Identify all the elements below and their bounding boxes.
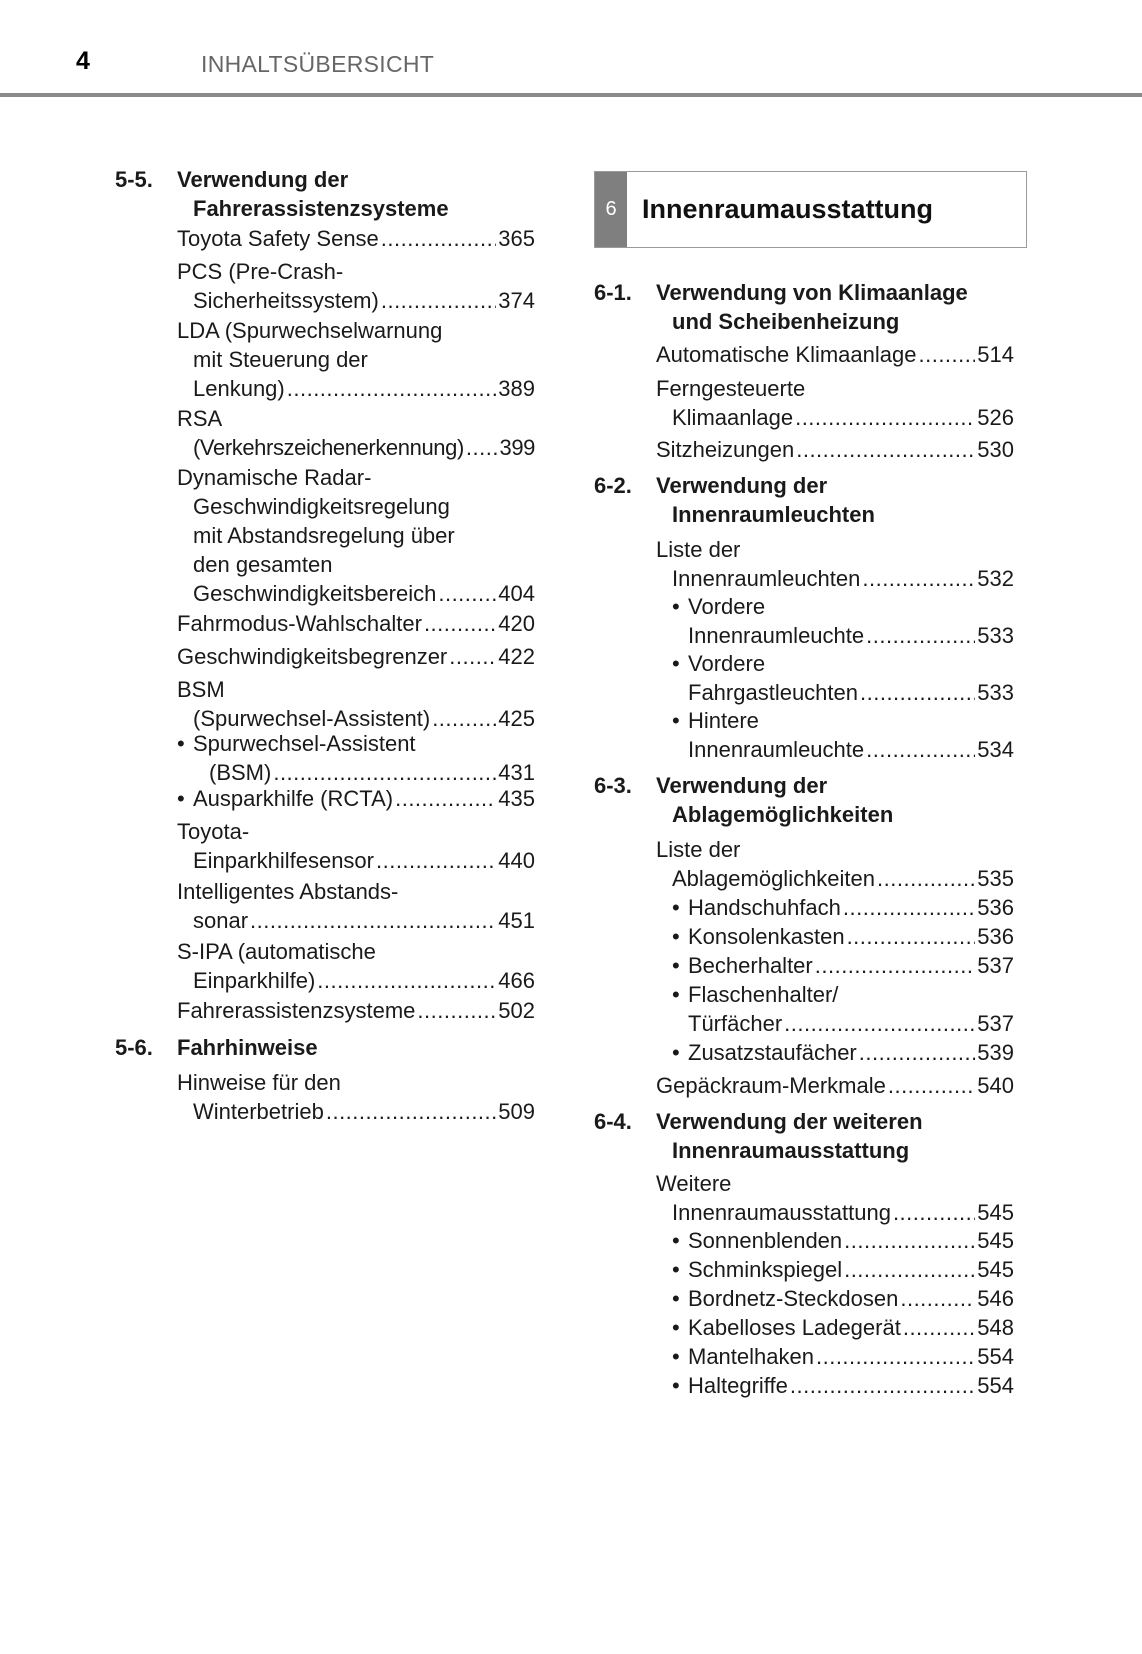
dot-leader (866, 621, 975, 650)
entry-label: Zusatzstaufächer (688, 1040, 857, 1065)
dot-leader (287, 374, 497, 403)
dot-leader (376, 846, 496, 875)
entry-label: Schminkspiegel (688, 1257, 843, 1282)
chapter-number-tab: 6 (595, 172, 627, 247)
toc-entry-parking-sensor[interactable] (177, 817, 535, 875)
page-ref: 502 (498, 998, 535, 1023)
page-ref: 554 (977, 1373, 1014, 1398)
entry-label-cont: Geschwindigkeitsregelung (193, 494, 450, 519)
toc-entry-remote-climate[interactable] (656, 374, 1014, 432)
bullet-icon: • (672, 594, 680, 619)
entry-label: Flaschenhalter/ (688, 982, 839, 1007)
entry-label-cont: sonar (193, 908, 249, 933)
entry-label: Hintere (688, 708, 759, 733)
dot-leader (900, 1284, 975, 1313)
page-ref: 535 (977, 866, 1014, 891)
toc-entry-wireless-charger[interactable] (672, 1313, 1014, 1342)
page-ref: 435 (498, 786, 535, 811)
bullet-icon: • (177, 786, 185, 811)
page-ref: 532 (977, 566, 1014, 591)
running-title: INHALTSÜBERSICHT (201, 51, 435, 77)
bullet-icon: • (672, 1315, 680, 1340)
toc-entry-auto-climate[interactable] (656, 340, 1014, 369)
dot-leader (317, 966, 496, 995)
dot-leader (866, 735, 975, 764)
toc-entry-interior-lights-list[interactable] (656, 535, 1014, 593)
entry-label: Haltegriffe (688, 1373, 788, 1398)
entry-label: Liste der (656, 537, 741, 562)
entry-label-cont: Geschwindigkeitsbereich (193, 581, 437, 606)
toc-entry-speed-limiter[interactable] (177, 642, 535, 671)
entry-label: Dynamische Radar- (177, 465, 372, 490)
page-ref: 509 (498, 1099, 535, 1124)
toc-entry-sonar[interactable] (177, 877, 535, 935)
toc-entry-storage-list[interactable] (656, 835, 1014, 893)
section-number: 6-2. (594, 473, 632, 498)
entry-label-cont: Innenraumleuchten (672, 566, 861, 591)
toc-entry-console-box[interactable] (672, 922, 1014, 951)
bullet-icon: • (672, 708, 680, 733)
entry-label: PCS (Pre-Crash- (177, 259, 344, 284)
bullet-icon: • (672, 1344, 680, 1369)
dot-leader (815, 951, 976, 980)
entry-label: Automatische Klimaanlage (656, 342, 917, 367)
entry-label: Hinweise für den (177, 1070, 341, 1095)
bullet-icon: • (672, 982, 680, 1007)
entry-label: Fahrerassistenzsysteme (177, 998, 416, 1023)
toc-section-6-1[interactable] (594, 278, 1014, 336)
toc-entry-rear-interior-light[interactable] (672, 706, 1014, 764)
dot-leader (381, 224, 496, 253)
dot-leader (796, 435, 975, 464)
entry-label: Intelligentes Abstands- (177, 879, 399, 904)
entry-label: Bordnetz-Steckdosen (688, 1286, 899, 1311)
entry-label: Vordere (688, 594, 766, 619)
entry-label-cont: (BSM) (209, 760, 272, 785)
dot-leader (877, 864, 975, 893)
entry-label: Weitere (656, 1171, 732, 1196)
toc-section-6-2[interactable] (594, 471, 1014, 529)
section-number: 6-1. (594, 280, 632, 305)
page-ref: 536 (977, 895, 1014, 920)
bullet-icon: • (672, 1228, 680, 1253)
entry-label: Geschwindigkeitsbegrenzer (177, 644, 448, 669)
dot-leader (395, 784, 496, 813)
entry-label-cont: mit Abstandsregelung über (193, 523, 455, 548)
dot-leader (888, 1071, 975, 1100)
bullet-icon: • (177, 731, 185, 756)
dot-leader (790, 1371, 975, 1400)
entry-label-cont: Einparkhilfe) (193, 968, 316, 993)
page-ref: 545 (977, 1257, 1014, 1282)
toc-entry-front-interior-light[interactable] (672, 592, 1014, 650)
dot-leader (795, 403, 975, 432)
toc-entry-grab-handles[interactable] (672, 1371, 1014, 1400)
entry-label-cont: Winterbetrieb (193, 1099, 324, 1124)
page-ref: 420 (498, 611, 535, 636)
toc-entry-luggage-features[interactable] (656, 1071, 1014, 1100)
entry-label-cont: Einparkhilfesensor (193, 848, 374, 873)
entry-label: Spurwechsel-Assistent (193, 731, 416, 756)
entry-label: Toyota Safety Sense (177, 226, 379, 251)
dot-leader (847, 922, 976, 951)
page-ref: 422 (498, 644, 535, 669)
entry-label-cont: Türfächer (688, 1011, 783, 1036)
header-divider (0, 93, 1142, 97)
dot-leader (273, 758, 496, 787)
page-ref: 440 (498, 848, 535, 873)
page-ref: 539 (977, 1040, 1014, 1065)
entry-label: Ausparkhilfe (RCTA) (193, 786, 394, 811)
dot-leader (860, 678, 975, 707)
dot-leader (844, 1226, 975, 1255)
dot-leader (784, 1009, 975, 1038)
toc-entry-pcs[interactable] (177, 257, 535, 315)
page-ref: 537 (977, 953, 1014, 978)
bullet-icon: • (672, 1373, 680, 1398)
entry-label: Vordere (688, 651, 766, 676)
toc-entry-coat-hooks[interactable] (672, 1342, 1014, 1371)
entry-label-cont: Innenraumleuchte (688, 623, 865, 648)
dot-leader (424, 609, 496, 638)
dot-leader (893, 1198, 975, 1227)
entry-label: RSA (177, 406, 223, 431)
entry-label: Mantelhaken (688, 1344, 814, 1369)
bullet-icon: • (672, 651, 680, 676)
page-ref: 399 (499, 435, 535, 460)
dot-leader (843, 893, 975, 922)
toc-entry-front-passenger-lights[interactable] (672, 649, 1014, 707)
section-title: Verwendung der weiteren Innenraumausstattung (656, 1109, 923, 1163)
page-ref: 554 (977, 1344, 1014, 1369)
bullet-icon: • (672, 953, 680, 978)
section-number: 6-4. (594, 1109, 632, 1134)
toc-entry-auxiliary-boxes[interactable] (672, 1038, 1014, 1067)
dot-leader (918, 340, 975, 369)
dot-leader (862, 564, 975, 593)
toc-entry-glovebox[interactable] (672, 893, 1014, 922)
chapter-header[interactable] (594, 171, 1027, 248)
entry-label: Ferngesteuerte (656, 376, 806, 401)
section-number: 5-6. (115, 1035, 153, 1060)
entry-label: LDA (Spurwechselwarnung (177, 318, 443, 343)
dot-leader (326, 1097, 496, 1126)
toc-entry-cup-holder[interactable] (672, 951, 1014, 980)
entry-label: Gepäckraum-Merkmale (656, 1073, 886, 1098)
toc-entry-power-outlets[interactable] (672, 1284, 1014, 1313)
entry-label-cont: Fahrgastleuchten (688, 680, 858, 705)
dot-leader (859, 1038, 976, 1067)
entry-label: S-IPA (automatische (177, 939, 376, 964)
bullet-icon: • (672, 1257, 680, 1282)
toc-section-5-6[interactable] (115, 1033, 535, 1062)
bullet-icon: • (672, 895, 680, 920)
toc-entry-other-interior[interactable] (656, 1169, 1014, 1227)
section-title: Fahrhinweise (177, 1035, 318, 1060)
toc-entry-s-ipa[interactable] (177, 937, 535, 995)
page-ref: 534 (977, 737, 1014, 762)
entry-label-cont: Klimaanlage (672, 405, 794, 430)
page-ref: 425 (498, 706, 535, 731)
dot-leader (438, 579, 496, 608)
toc-entry-winter[interactable] (177, 1068, 535, 1126)
page-ref: 431 (498, 760, 535, 785)
section-title: Verwendung von Klimaanlage und Scheibenheizung (656, 280, 968, 334)
dot-leader (903, 1313, 975, 1342)
toc-entry-bottle-holder[interactable] (672, 980, 1014, 1038)
entry-label: Liste der (656, 837, 741, 862)
page-ref: 540 (977, 1073, 1014, 1098)
page-ref: 545 (977, 1200, 1014, 1225)
toc-entry-rsa[interactable] (177, 404, 535, 462)
dot-leader (381, 286, 496, 315)
entry-label: Sonnenblenden (688, 1228, 843, 1253)
entry-label: Sitzheizungen (656, 437, 795, 462)
bullet-icon: • (672, 1286, 680, 1311)
toc-entry-driver-assist[interactable] (177, 996, 535, 1025)
toc-entry-rcta[interactable] (177, 784, 535, 813)
dot-leader (816, 1342, 975, 1371)
entry-label-cont: (Verkehrszeichenerkennung) (193, 435, 464, 460)
chapter-title: Innenraumausstattung (642, 194, 934, 224)
toc-entry-seat-heaters[interactable] (656, 435, 1014, 464)
toc-entry-radar-cruise[interactable] (177, 463, 535, 608)
page-ref: 533 (977, 680, 1014, 705)
entry-label: Kabelloses Ladegerät (688, 1315, 901, 1340)
entry-label: Konsolenkasten (688, 924, 845, 949)
toc-entry-vanity-mirrors[interactable] (672, 1255, 1014, 1284)
section-number: 5-5. (115, 167, 153, 192)
dot-leader (466, 433, 498, 462)
page-ref: 526 (977, 405, 1014, 430)
entry-label-cont: Innenraumleuchte (688, 737, 865, 762)
entry-label-cont: Ablagemöglichkeiten (672, 866, 876, 891)
page-ref: 548 (977, 1315, 1014, 1340)
dot-leader (417, 996, 496, 1025)
page-number: 4 (76, 47, 90, 75)
entry-label: BSM (177, 677, 225, 702)
page-ref: 546 (977, 1286, 1014, 1311)
page-ref: 365 (498, 226, 535, 251)
toc-entry-lda[interactable] (177, 316, 535, 403)
toc-section-6-3[interactable] (594, 771, 1014, 829)
page-ref: 545 (977, 1228, 1014, 1253)
toc-entry-bsm-sub[interactable] (177, 729, 535, 787)
page-ref: 466 (498, 968, 535, 993)
toc-entry-sun-visors[interactable] (672, 1226, 1014, 1255)
entry-label-cont: Sicherheitssystem) (193, 288, 379, 313)
entry-label-cont: Innenraumausstattung (672, 1200, 891, 1225)
page-ref: 404 (498, 581, 535, 606)
page-ref: 530 (977, 437, 1014, 462)
toc-entry-toyota-safety-sense[interactable] (177, 224, 535, 253)
page-ref: 537 (977, 1011, 1014, 1036)
page-ref: 536 (977, 924, 1014, 949)
section-title: Verwendung der Innenraumleuchten (656, 473, 875, 527)
toc-entry-drive-mode[interactable] (177, 609, 535, 638)
section-title: Verwendung der Fahrerassistenzsysteme (177, 167, 449, 221)
bullet-icon: • (672, 1040, 680, 1065)
entry-label: Fahrmodus-Wahlschalter (177, 611, 422, 636)
page-ref: 374 (498, 288, 535, 313)
entry-label-cont: den gesamten (193, 552, 333, 577)
toc-entry-bsm[interactable] (177, 675, 535, 733)
entry-label-cont: (Spurwechsel-Assistent) (193, 706, 431, 731)
bullet-icon: • (672, 924, 680, 949)
entry-label: Becherhalter (688, 953, 813, 978)
dot-leader (250, 906, 496, 935)
toc-section-6-4[interactable] (594, 1107, 1014, 1165)
section-title: Verwendung der Ablagemöglichkeiten (656, 773, 894, 827)
section-number: 6-3. (594, 773, 632, 798)
entry-label-cont: Lenkung) (193, 376, 285, 401)
entry-label-cont: mit Steuerung der (193, 347, 368, 372)
page-ref: 533 (977, 623, 1014, 648)
page-header (0, 0, 1142, 97)
dot-leader (844, 1255, 975, 1284)
page-ref: 451 (498, 908, 535, 933)
page-ref: 514 (977, 342, 1014, 367)
entry-label: Handschuhfach (688, 895, 841, 920)
entry-label: Toyota- (177, 819, 250, 844)
dot-leader (449, 642, 496, 671)
toc-section-5-5[interactable] (115, 165, 535, 223)
page-ref: 389 (498, 376, 535, 401)
